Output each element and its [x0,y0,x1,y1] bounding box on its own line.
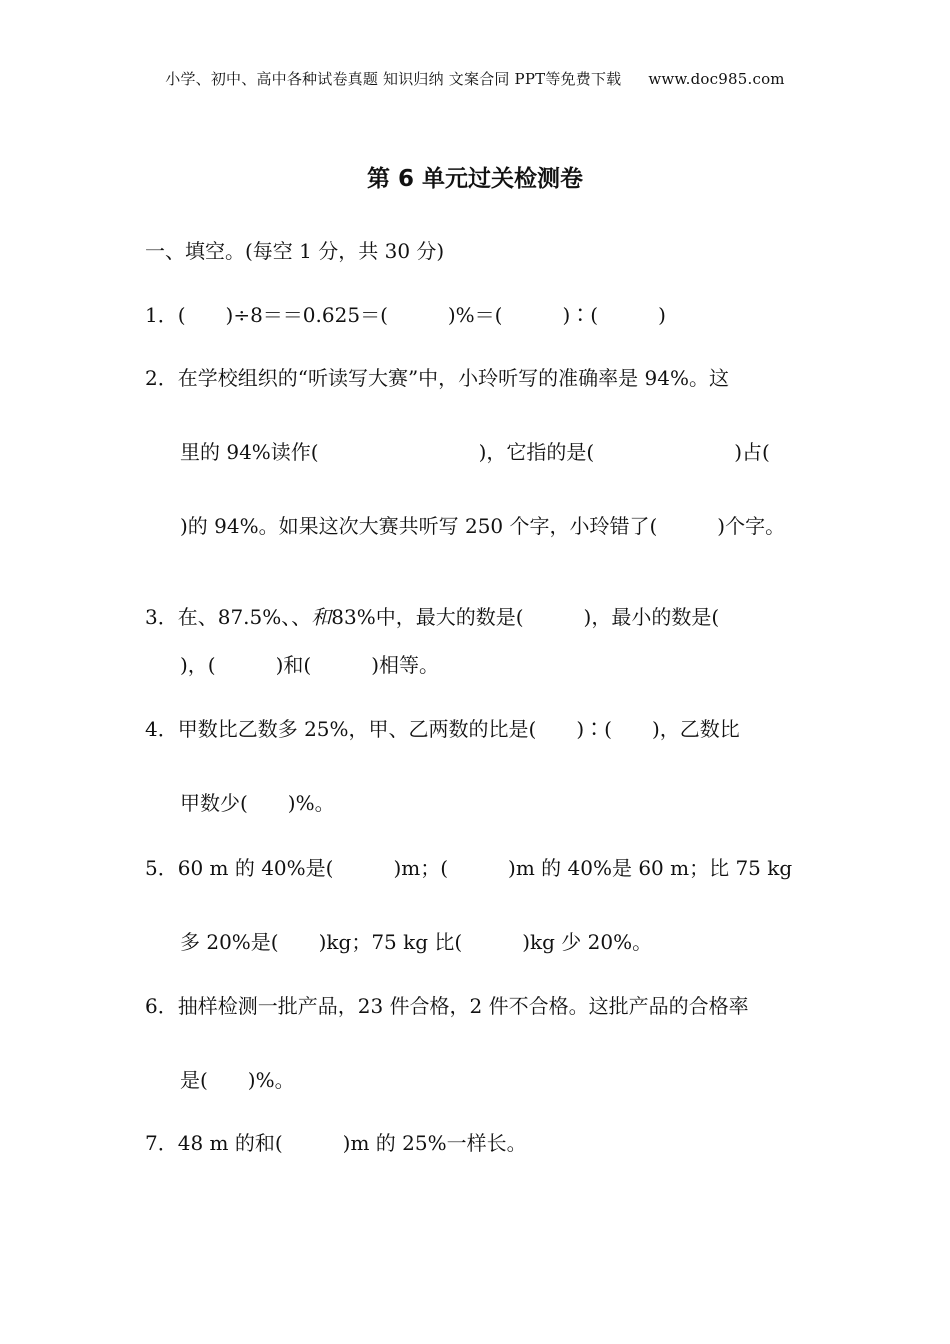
question-5-line-1: 5．60 m 的 40%是( )m；( )m 的 40%是 60 m；比 75 kg [145,856,793,880]
question-3-part-b: 和 [311,605,332,629]
page-header [0,68,950,89]
question-1: 1．( )÷8＝＝0.625＝( )%＝( )∶( ) [145,303,666,327]
page-title: 第 6 单元过关检测卷 [366,166,584,192]
header-text: 小学、初中、高中各种试卷真题 知识归纳 文案合同 PPT等免费下载 [165,70,622,88]
question-7: 7．48 m 的和( )m 的 25%一样长。 [145,1131,527,1155]
question-3-line-1 [145,578,719,630]
question-4-line-2: 甲数少( )%。 [180,791,335,815]
question-2-line-2: 里的 94%读作( )，它指的是( )占( [180,440,770,464]
question-3-part-c: 83%中，最大的数是( )，最小的数是( [331,605,720,629]
question-4-line-1: 4．甲数比乙数多 25%，甲、乙两数的比是( )∶( )，乙数比 [145,717,740,741]
question-6-line-2: 是( )%。 [180,1068,295,1092]
header-site: www.doc985.com [648,70,785,88]
question-3-part-a: 3．在、87.5%、、 [145,605,312,629]
question-3-line-2: )，( )和( )相等。 [180,653,440,677]
question-6-line-1: 6．抽样检测一批产品，23 件合格，2 件不合格。这批产品的合格率 [145,994,749,1018]
question-2-line-1: 2．在学校组织的“听读写大赛”中，小玲听写的准确率是 94%。这 [145,366,729,390]
section-heading: 一、填空。(每空 1 分，共 30 分) [145,239,445,263]
question-5-line-2: 多 20%是( )kg；75 kg 比( )kg 少 20%。 [180,930,653,954]
question-2-line-3: )的 94%。如果这次大赛共听写 250 个字，小玲错了( )个字。 [180,514,786,538]
